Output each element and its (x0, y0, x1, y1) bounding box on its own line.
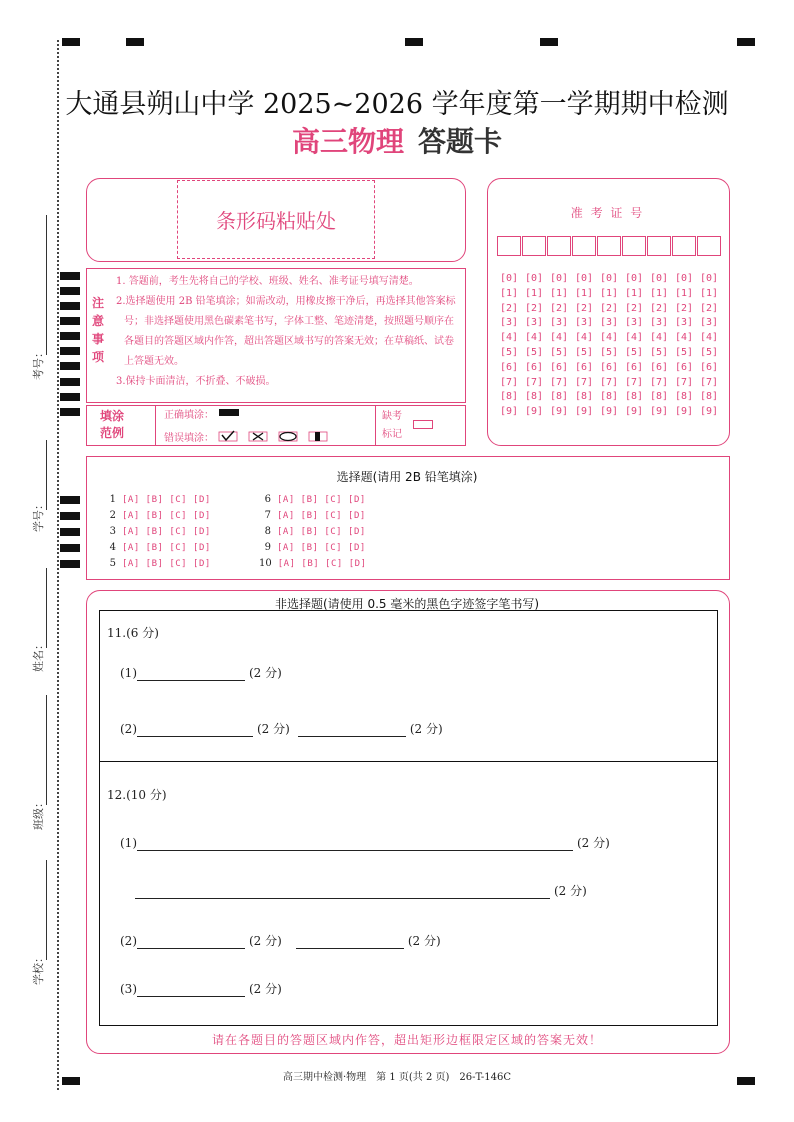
exam-id-cell[interactable] (597, 236, 621, 256)
exam-id-digit-bubble[interactable]: [5] (699, 346, 719, 358)
score-label: (2 分) (249, 666, 282, 680)
timing-mark (737, 38, 755, 46)
exam-id-digit-bubble[interactable]: [0] (574, 273, 594, 284)
exam-id-digit-bubble[interactable]: [8] (499, 391, 519, 403)
part-number: (2) (120, 722, 137, 736)
side-field-class: 班级： (32, 797, 45, 830)
q11-part1 (120, 664, 282, 681)
question-number: 10 (259, 558, 272, 569)
notice-line: 3.保持卡面清洁，不折叠、不破损。 (116, 376, 276, 387)
exam-id-digit-column (647, 272, 671, 420)
choice-question-row (259, 494, 366, 505)
exam-id-digit-bubble[interactable]: [0] (499, 273, 519, 284)
q11-part2 (120, 720, 443, 737)
answer-card-label: 答题卡 (418, 125, 503, 158)
part-number: (2) (120, 934, 137, 948)
answer-line[interactable] (296, 934, 404, 949)
exam-id-digit-bubble[interactable]: [5] (624, 346, 644, 358)
side-field-student-no: 学号： (32, 499, 45, 532)
part-number: (3) (120, 982, 137, 996)
nonchoice-title: 非选择题(请使用 0.5 毫米的黑色字迹签字笔书写) (274, 597, 540, 611)
question-number: 5 (109, 558, 116, 569)
exam-id-digit-column (597, 272, 621, 420)
exam-id-digit-bubble[interactable]: [8] (699, 391, 719, 403)
exam-id-title: 准 考 证 号 (570, 206, 645, 220)
part-number: (1) (120, 836, 137, 850)
choice-title: 选择题(请用 2B 铅笔填涂) (336, 470, 478, 484)
exam-id-digit-bubble[interactable]: [1] (674, 287, 694, 299)
answer-line[interactable] (298, 722, 406, 737)
answer-area-divider (99, 761, 717, 762)
notice-heading-char: 注 (92, 296, 105, 310)
exam-id-digit-bubble[interactable]: [7] (549, 376, 569, 388)
exam-id-digit-bubble[interactable]: [1] (624, 287, 644, 299)
exam-id-cell[interactable] (572, 236, 596, 256)
exam-id-digit-bubble[interactable]: [7] (524, 376, 544, 388)
exam-id-digit-bubble[interactable]: [2] (524, 302, 544, 314)
exam-id-digit-column (497, 272, 521, 420)
exam-id-digit-bubble[interactable]: [0] (674, 273, 694, 284)
exam-id-digit-bubble[interactable]: [0] (599, 273, 619, 284)
exam-id-digit-bubble[interactable]: [5] (574, 346, 594, 358)
exam-id-cell[interactable] (497, 236, 521, 256)
absent-label-1: 缺考 (382, 411, 402, 422)
answer-line[interactable] (137, 836, 573, 851)
score-label: (2 分) (249, 934, 282, 948)
answer-line[interactable] (137, 666, 245, 681)
q12-part1-line2 (135, 882, 587, 899)
exam-id-digit-bubble[interactable]: [8] (549, 391, 569, 403)
exam-id-digit-bubble[interactable]: [7] (499, 376, 519, 388)
timing-mark (60, 272, 80, 280)
side-field-name: 姓名： (32, 639, 45, 672)
timing-mark (60, 378, 80, 386)
question-number: 6 (264, 494, 271, 505)
notice-heading-char: 事 (92, 332, 105, 346)
exam-id-digit-bubble[interactable]: [2] (574, 302, 594, 314)
exam-id-digit-bubble[interactable]: [5] (649, 346, 669, 358)
exam-id-digit-bubble[interactable]: [3] (649, 317, 669, 329)
score-label: (2 分) (407, 934, 441, 948)
question-number: 3 (109, 526, 116, 537)
exam-id-digit-bubble[interactable]: [2] (624, 302, 644, 314)
exam-id-digit-bubble[interactable]: [1] (499, 287, 519, 299)
question-number: 7 (264, 510, 271, 521)
barcode-label: 条形码粘贴处 (177, 180, 375, 259)
choice-question-row (259, 558, 367, 569)
notice-line: 1. 答题前，考生先将自己的学校、班级、姓名、准考证号填写清楚。 (116, 276, 419, 287)
answer-options[interactable]: [A] [B] [C] [D] (277, 527, 366, 537)
question-number: 2 (109, 510, 116, 521)
side-field-line[interactable] (46, 860, 47, 960)
exam-id-digit-bubble[interactable]: [2] (549, 302, 569, 314)
score-label: (2 分) (554, 884, 587, 898)
choice-question-row (104, 526, 211, 537)
exam-id-digit-bubble[interactable]: [5] (499, 346, 519, 358)
notice-heading-char: 意 (92, 314, 105, 328)
exam-id-digit-bubble[interactable]: [6] (674, 361, 694, 373)
wrong-fill-label: 错误填涂： (164, 433, 214, 444)
exam-id-digit-bubble[interactable]: [6] (599, 361, 619, 373)
exam-id-digit-column (672, 272, 696, 420)
exam-id-digit-bubble[interactable]: [5] (549, 346, 569, 358)
answer-options[interactable]: [A] [B] [C] [D] (122, 543, 211, 553)
fill-example-label-1: 填涂 (100, 409, 125, 423)
exam-id-digit-bubble[interactable]: [5] (674, 346, 694, 358)
exam-id-digit-bubble[interactable]: [0] (524, 273, 544, 284)
binding-line (57, 40, 59, 1090)
fill-example-divider (155, 405, 156, 445)
timing-mark (60, 287, 80, 295)
notice-heading (92, 294, 106, 366)
answer-line[interactable] (137, 722, 253, 737)
exam-id-cell[interactable] (697, 236, 721, 256)
exam-id-digit-bubble[interactable]: [1] (649, 287, 669, 299)
exam-id-digit-bubble[interactable]: [9] (649, 406, 669, 418)
answer-options[interactable]: [A] [B] [C] [D] (122, 559, 211, 569)
q12-part3 (120, 980, 282, 997)
exam-id-digit-bubble[interactable]: [4] (549, 332, 569, 344)
exam-id-digit-bubble[interactable]: [2] (499, 302, 519, 314)
fill-example-label (100, 408, 124, 442)
timing-mark (62, 38, 80, 46)
partial-mark-sample-icon (309, 432, 327, 441)
answer-options[interactable]: [A] [B] [C] [D] (277, 559, 367, 569)
timing-mark (60, 393, 80, 401)
side-field-line[interactable] (46, 440, 47, 510)
answer-options[interactable]: [A] [B] [C] [D] (277, 543, 366, 553)
choice-question-row (104, 558, 211, 569)
timing-mark (60, 332, 80, 340)
correct-fill-label: 正确填涂： (164, 410, 214, 421)
exam-id-digit-bubble[interactable]: [9] (549, 406, 569, 418)
wrong-fill-samples (218, 429, 328, 443)
circle-mark-sample-icon (279, 432, 297, 441)
notice-line: 各题目的答题区域内作答，超出答题区域书写的答案无效；在草稿纸、试卷 (124, 336, 454, 347)
page-footer: 高三期中检测·物理 第 1 页(共 2 页) 26-T-146C (282, 1072, 512, 1083)
exam-id-cell[interactable] (522, 236, 546, 256)
exam-id-cell[interactable] (622, 236, 646, 256)
exam-id-digit-bubble[interactable]: [9] (699, 406, 719, 418)
exam-id-digit-bubble[interactable]: [6] (699, 361, 719, 373)
exam-id-digit-bubble[interactable]: [2] (674, 302, 694, 314)
exam-id-digit-bubble[interactable]: [4] (499, 332, 519, 344)
exam-id-digit-bubble[interactable]: [3] (524, 317, 544, 329)
exam-title: 大通县朔山中学 2025~2026 学年度第一学期期中检测 (65, 89, 729, 120)
exam-id-digit-bubble[interactable]: [5] (599, 346, 619, 358)
q12-heading: 12.(10 分) (107, 788, 167, 802)
exam-id-digit-bubble[interactable]: [9] (524, 406, 544, 418)
answer-line[interactable] (137, 982, 245, 997)
score-label: (2 分) (249, 982, 282, 996)
notice-line: 上答题无效。 (124, 356, 184, 367)
exam-id-digit-bubble[interactable]: [7] (674, 376, 694, 388)
timing-mark (60, 560, 80, 568)
part-number: (1) (120, 666, 137, 680)
side-field-line[interactable] (46, 695, 47, 805)
absent-mark-box[interactable] (413, 420, 433, 429)
exam-id-digit-bubble[interactable]: [9] (624, 406, 644, 418)
exam-id-digit-bubble[interactable]: [1] (699, 287, 719, 299)
exam-id-digit-bubble[interactable]: [3] (599, 317, 619, 329)
exam-id-digit-bubble[interactable]: [2] (649, 302, 669, 314)
timing-mark (540, 38, 558, 46)
score-label: (2 分) (257, 722, 290, 736)
exam-id-digit-column (622, 272, 646, 420)
exam-id-digit-bubble[interactable]: [4] (674, 332, 694, 344)
absent-label-2: 标记 (382, 429, 402, 440)
timing-mark (60, 317, 80, 325)
timing-mark (60, 347, 80, 355)
q12-part1 (120, 834, 610, 851)
question-number: 8 (264, 526, 271, 537)
question-number: 4 (109, 542, 116, 553)
exam-id-digit-bubble[interactable]: [7] (649, 376, 669, 388)
timing-mark (60, 496, 80, 504)
side-field-line[interactable] (46, 568, 47, 648)
exam-id-digit-bubble[interactable]: [7] (599, 376, 619, 388)
timing-mark (126, 38, 144, 46)
score-label: (2 分) (409, 722, 443, 736)
answer-options[interactable]: [A] [B] [C] [D] (122, 495, 211, 505)
exam-id-digit-bubble[interactable]: [0] (699, 273, 719, 284)
exam-id-digit-bubble[interactable]: [7] (699, 376, 719, 388)
exam-id-digit-bubble[interactable]: [6] (624, 361, 644, 373)
timing-mark (60, 512, 80, 520)
exam-id-digit-bubble[interactable]: [3] (624, 317, 644, 329)
exam-id-digit-bubble[interactable]: [3] (574, 317, 594, 329)
exam-id-digit-bubble[interactable]: [0] (549, 273, 569, 284)
exam-id-digit-bubble[interactable]: [8] (649, 391, 669, 403)
exam-id-digit-bubble[interactable]: [1] (524, 287, 544, 299)
exam-id-digit-bubble[interactable]: [3] (549, 317, 569, 329)
notice-text (116, 272, 461, 392)
exam-id-digit-bubble[interactable]: [4] (574, 332, 594, 344)
exam-id-digit-column (547, 272, 571, 420)
timing-mark (60, 302, 80, 310)
answer-options[interactable]: [A] [B] [C] [D] (277, 495, 366, 505)
correct-fill-sample (219, 409, 239, 416)
exam-id-digit-bubble[interactable]: [8] (599, 391, 619, 403)
exam-id-cell[interactable] (647, 236, 671, 256)
exam-id-digit-bubble[interactable]: [4] (524, 332, 544, 344)
exam-id-digit-bubble[interactable]: [0] (624, 273, 644, 284)
exam-id-digit-bubble[interactable]: [5] (524, 346, 544, 358)
exam-id-digit-bubble[interactable]: [8] (674, 391, 694, 403)
fill-example-divider (375, 405, 376, 445)
choice-question-row (104, 510, 211, 521)
exam-id-digit-bubble[interactable]: [7] (624, 376, 644, 388)
exam-id-digit-bubble[interactable]: [6] (574, 361, 594, 373)
absent-mark-label (382, 408, 402, 444)
exam-id-digit-bubble[interactable]: [6] (524, 361, 544, 373)
answer-line[interactable] (135, 884, 550, 899)
card-title (0, 120, 794, 160)
question-number: 1 (109, 494, 116, 505)
subject-label: 高三物理 (291, 125, 404, 158)
exam-id-digit-bubble[interactable]: [8] (574, 391, 594, 403)
timing-mark (60, 408, 80, 416)
choice-question-row (259, 510, 366, 521)
answer-options[interactable]: [A] [B] [C] [D] (122, 527, 211, 537)
exam-id-digit-bubble[interactable]: [9] (674, 406, 694, 418)
timing-mark (60, 528, 80, 536)
exam-id-digit-column (572, 272, 596, 420)
exam-id-digit-column (522, 272, 546, 420)
exam-id-digit-bubble[interactable]: [3] (699, 317, 719, 329)
exam-id-digit-bubble[interactable]: [4] (599, 332, 619, 344)
exam-id-cell[interactable] (547, 236, 571, 256)
fill-example-label-2: 范例 (100, 426, 125, 440)
timing-mark (405, 38, 423, 46)
q11-heading: 11.(6 分) (107, 626, 159, 640)
answer-line[interactable] (137, 934, 245, 949)
q12-part2 (120, 932, 441, 949)
timing-mark (60, 362, 80, 370)
notice-line: 号；非选择题使用黑色碳素笔书写，字体工整、笔迹清楚，按照题号顺序在 (124, 316, 454, 327)
answer-options[interactable]: [A] [B] [C] [D] (277, 511, 366, 521)
exam-id-digit-bubble[interactable]: [1] (599, 287, 619, 299)
exam-id-digit-bubble[interactable]: [6] (499, 361, 519, 373)
exam-id-digit-bubble[interactable]: [0] (649, 273, 669, 284)
exam-id-digit-bubble[interactable]: [3] (674, 317, 694, 329)
notice-heading-char: 项 (92, 350, 105, 364)
answer-options[interactable]: [A] [B] [C] [D] (122, 511, 211, 521)
exam-id-digit-bubble[interactable]: [7] (574, 376, 594, 388)
side-field-school: 学校： (32, 952, 45, 985)
exam-id-digit-bubble[interactable]: [9] (599, 406, 619, 418)
exam-id-digit-bubble[interactable]: [1] (549, 287, 569, 299)
exam-id-digit-bubble[interactable]: [4] (649, 332, 669, 344)
answer-area-warning: 请在各题目的答题区域内作答，超出矩形边框限定区域的答案无效！ (211, 1033, 602, 1047)
exam-id-digit-bubble[interactable]: [6] (549, 361, 569, 373)
timing-mark (60, 544, 80, 552)
exam-id-digit-bubble[interactable]: [8] (624, 391, 644, 403)
notice-line: 2.选择题使用 2B 铅笔填涂；如需改动，用橡皮擦干净后，再选择其他答案标 (116, 296, 456, 307)
exam-id-digit-bubble[interactable]: [4] (624, 332, 644, 344)
side-field-exam-no: 考号： (32, 347, 45, 380)
exam-id-digit-bubble[interactable]: [8] (524, 391, 544, 403)
exam-id-digit-bubble[interactable]: [9] (499, 406, 519, 418)
exam-id-digit-bubble[interactable]: [9] (574, 406, 594, 418)
score-label: (2 分) (577, 836, 610, 850)
check-mark-sample-icon (219, 431, 237, 441)
exam-id-digit-column (697, 272, 721, 420)
side-field-line[interactable] (46, 215, 47, 355)
exam-id-digit-bubble[interactable]: [1] (574, 287, 594, 299)
exam-id-digit-bubble[interactable]: [3] (499, 317, 519, 329)
exam-id-digit-bubble[interactable]: [2] (699, 302, 719, 314)
question-number: 9 (264, 542, 271, 553)
choice-question-row (259, 542, 366, 553)
choice-question-row (104, 542, 211, 553)
exam-id-digit-bubble[interactable]: [2] (599, 302, 619, 314)
exam-id-digit-bubble[interactable]: [6] (649, 361, 669, 373)
choice-question-row (104, 494, 211, 505)
exam-id-cell[interactable] (672, 236, 696, 256)
exam-id-digit-bubble[interactable]: [4] (699, 332, 719, 344)
cross-mark-sample-icon (249, 432, 267, 441)
choice-question-row (259, 526, 366, 537)
